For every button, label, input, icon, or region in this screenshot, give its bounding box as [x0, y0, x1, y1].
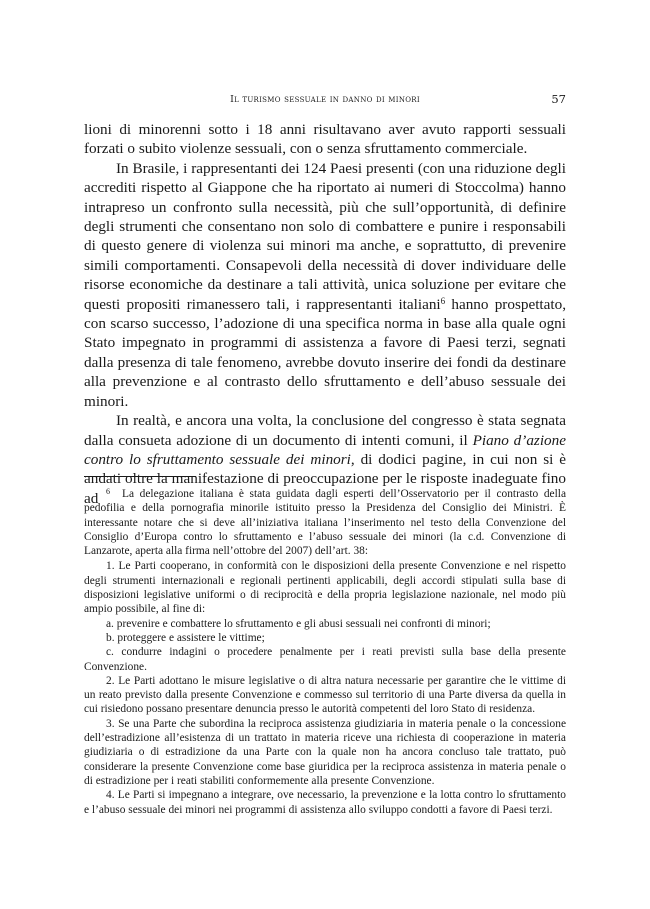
running-title: Il turismo sessuale in danno di minori [230, 94, 420, 105]
footnote-intro [84, 487, 566, 558]
main-text [84, 120, 566, 508]
paragraph-2-text-b: hanno prospettato, con scarso successo, l’adozione di una specifica norma in base alla quale ogni Stato impegnato in programmi di assistenza a favore di Paesi terzi, segnati dalla presenza di tale fenomeno, avrebbe dovuto inserire dei fondi da destinare alla prevenzione e al contrasto dello sfruttamento e dell’abuso sessuale dei minori. [84, 295, 566, 410]
page-number: 57 [551, 92, 566, 106]
footnote-item-a: a. prevenire e combattere lo sfruttamento e gli abusi sessuali nei confronti di minori; [106, 617, 491, 630]
paragraph-2-text-a: In Brasile, i rappresentanti dei 124 Paesi presenti (con una riduzione degli accrediti rispetto al Giappone che ha riportato ai numeri di Stoccolma) hanno intrapreso un confronto sulla necessità, più che sull’opportunità, di definire degli strumenti che consentano non solo di combattere e punire i responsabili di questo genere di violenza sui minori ma anche, e soprattutto, di prevenire simili comportamenti. Consapevoli della necessità di dover individuare delle risorse economiche da destinare a tali attività, unica soluzione per evitare che questi propositi rimanessero tali, i rappresentanti italiani [84, 159, 566, 313]
footnotes [84, 487, 566, 817]
document-title-italic: Piano d’azione contro lo sfruttamento sessuale dei minori [84, 431, 566, 468]
paragraph-3-text-b: , di dodici pagine, in cui non si è andati oltre la manifestazione di preoccupazione per le risposte inadeguate fino ad [84, 450, 566, 507]
paragraph-1: lioni di minorenni sotto i 18 anni risultavano aver avuto rapporti sessuali forzati o subito violenze sessuali, con o senza sfruttamento commerciale. [84, 121, 566, 158]
footnote-item-c: c. condurre indagini o procedere penalmente per i reati previsti sulla base della presente Convenzione. [84, 646, 566, 673]
footnote-item-3: 3. Se una Parte che subordina la reciproca assistenza giudiziaria in materia penale o la concessione dell’estradizione all’esistenza di un trattato in materia riceve una richiesta di cooperazione in materia giudiziaria o di estradizione da una Parte con la quale non ha ancora concluso tale trattato, può considerare la presente Convenzione come base giuridica per la reciproca assistenza in materia penale o di estradizione per i reati stabiliti conformemente alla presente Convenzione. [84, 717, 566, 787]
footnote-item-1: 1. Le Parti cooperano, in conformità con le disposizioni della presente Convenzione e nel rispetto degli strumenti internazionali e regionali pertinenti applicabili, degli accordi stipulati sulla base di disposizioni legislative uniformi o di reciprocità e della propria legislazione nazionale, nel modo più ampio possibile, al fine di: [84, 560, 566, 616]
footnote-item-2: 2. Le Parti adottano le misure legislative o di altra natura necessarie per garantire che le vittime di un reato previsto dalla presente Convenzione e commesso sul territorio di una Parte diversa da quella in cui risiedono possano presentare denuncia presso le autorità competenti del loro Stato di residenza. [84, 674, 566, 716]
footnote-item-4: 4. Le Parti si impegnano a integrare, ove necessario, la prevenzione e la lotta contro lo sfruttamento e l’abuso sessuale dei minori nei programmi di assistenza allo sviluppo condotti a favore di Paesi terzi. [84, 789, 566, 816]
running-header [84, 92, 566, 108]
paragraph-3-text-a: In realtà, e ancora una volta, la conclusione del congresso è stata segnata dalla consueta adozione di un documento di intenti comuni, il [84, 412, 566, 449]
paragraph-2 [84, 159, 566, 411]
footnote-item-b: b. proteggere e assistere le vittime; [106, 631, 265, 644]
footnote-separator [84, 476, 196, 477]
footnote-reference[interactable]: 6 [440, 295, 446, 306]
footnote-intro-text: La delegazione italiana è stata guidata dagli esperti dell’Osservatorio per il contrasto della pedofilia e della pornografia minorile istituito presso la Presidenza del Consiglio dei Ministri. È interessante notare che si deve all’iniziativa italiana l’inserimento nel testo della Convenzione del Consiglio d’Europa contro lo sfruttamento e l’abuso sessuale dei minori (la c.d. Convenzione di Lanzarote, aperta alla firma nell’ottobre del 2007) dell’art. 38: [84, 488, 566, 558]
footnote-mark: 6 [106, 487, 110, 496]
